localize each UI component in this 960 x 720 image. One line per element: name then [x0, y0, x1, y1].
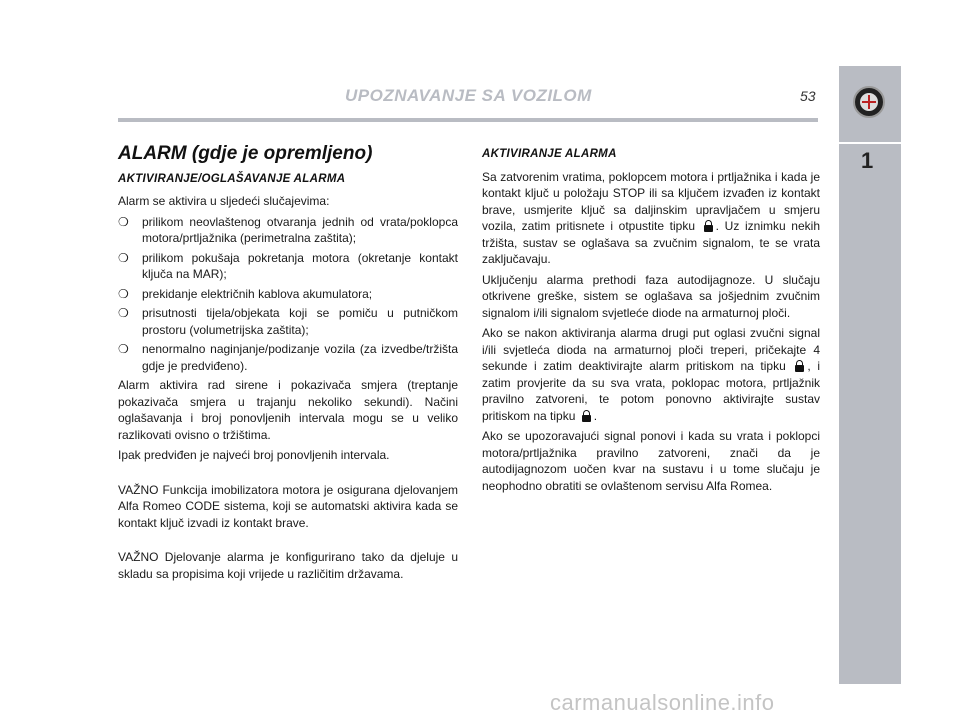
page-heading: ALARM (gdje je opremljeno) [118, 143, 373, 164]
sidebar-divider [839, 142, 901, 144]
lock-icon [582, 410, 591, 422]
lock-icon [704, 220, 713, 232]
subheading-arming: AKTIVIRANJE ALARMA [482, 148, 617, 160]
left-column [118, 143, 458, 586]
intro-text: Alarm se aktivira u sljedeći slučajevima: [118, 194, 330, 208]
chapter-number: 1 [861, 148, 874, 173]
trigger-list [118, 214, 458, 375]
paragraph: Uključenju alarma prethodi faza autodijagnoze. U slučaju otkrivene greške, sistem se oglašava sa jošjednim zvučnim signalom i/ili signalom svjetleće diode na armaturnoj ploči. [482, 272, 820, 320]
paragraph: Ako se upozoravajući signal ponovi i kada su vrata i poklopci motora/prtljažnika pravilno zatvoreni, znači da je autodijagnozom uočen kvar na sustavu i u tome slučaju je neophodno obratiti se ovlaštenom servisu Alfa Romea. [482, 429, 820, 493]
list-item: ❍ prilikom neovlaštenog otvaranja jednih od vrata/poklopca motora/prtljažnika (perimetralna zaštita); [118, 214, 458, 245]
list-item: ❍ prisutnosti tijela/objekata koji se pomiču u putničkom prostoru (volumetrijska zaštita); [118, 306, 458, 337]
lock-icon [795, 360, 804, 372]
important-note: VAŽNO Djelovanje alarma je konfigurirano tako da djeluje u skladu sa propisima koji vrijede u različitim državama. [118, 550, 458, 581]
alfa-romeo-logo-icon [853, 86, 885, 118]
list-item: ❍ prekidanje električnih kablova akumulatora; [118, 286, 373, 301]
bullet-icon: ❍ [118, 214, 129, 229]
header-divider [118, 118, 818, 122]
subheading-activation-alarm: AKTIVIRANJE/OGLAŠAVANJE ALARMA [118, 172, 346, 185]
bullet-icon: ❍ [118, 250, 129, 265]
bullet-icon: ❍ [118, 306, 129, 320]
paragraph: Alarm aktivira rad sirene i pokazivača smjera (treptanje pokazivača smjera u trajanju nekoliko sekundi). Načini oglašavanja i broj ponovljenih intervala mogu se u veliko razlikovati ovisno o tržištima. [118, 378, 458, 442]
watermark: carmanualsonline.info [550, 690, 775, 715]
list-item: ❍ nenormalno naginjanje/podizanje vozila (za izvedbe/tržišta gdje je predviđeno). [118, 342, 458, 373]
important-note: VAŽNO Funkcija imobilizatora motora je osigurana djelovanjem Alfa Romeo CODE sistema, koji se automatski aktivira kada se kontakt ključ izvadi iz kontakt brave. [118, 482, 458, 530]
paragraph: Sa zatvorenim vratima, poklopcem motora i prtljažnika i kada je kontakt ključ u položaju STOP ili sa ključem izvađen iz kontakt brave, usmjerite ključ sa daljinskim upravljačem u smjeru vozila, zatim pritisnete i otpustite tipku . Uz iznimku nekih tržišta, sustav se oglašava sa zvučnim signalom, te se vrata zaključavaju. [482, 169, 820, 266]
list-item: ❍ prilikom pokušaja pokretanja motora (okretanje kontakt ključa na MAR); [118, 250, 458, 281]
paragraph: Ako se nakon aktiviranja alarma drugi put oglasi zvučni signal i/ili svjetleća dioda na armaturnoj ploči treperi, pričekajte 4 sekunde i zatim deaktivirajte alarm pritiskom na tipku , i zatim provjerite da su sva vrata, poklopac motora, prtljažnik pravilno zatvoreni, te potom ponovno aktivirajte sustav pritiskom na tipku . [482, 326, 820, 423]
right-column [482, 146, 820, 498]
section-title: UPOZNAVANJE SA VOZILOM [345, 86, 592, 105]
page-number: 53 [800, 88, 816, 104]
bullet-icon: ❍ [118, 286, 129, 301]
paragraph: Ipak predviđen je najveći broj ponovljenih intervala. [118, 448, 390, 462]
bullet-icon: ❍ [118, 342, 129, 356]
